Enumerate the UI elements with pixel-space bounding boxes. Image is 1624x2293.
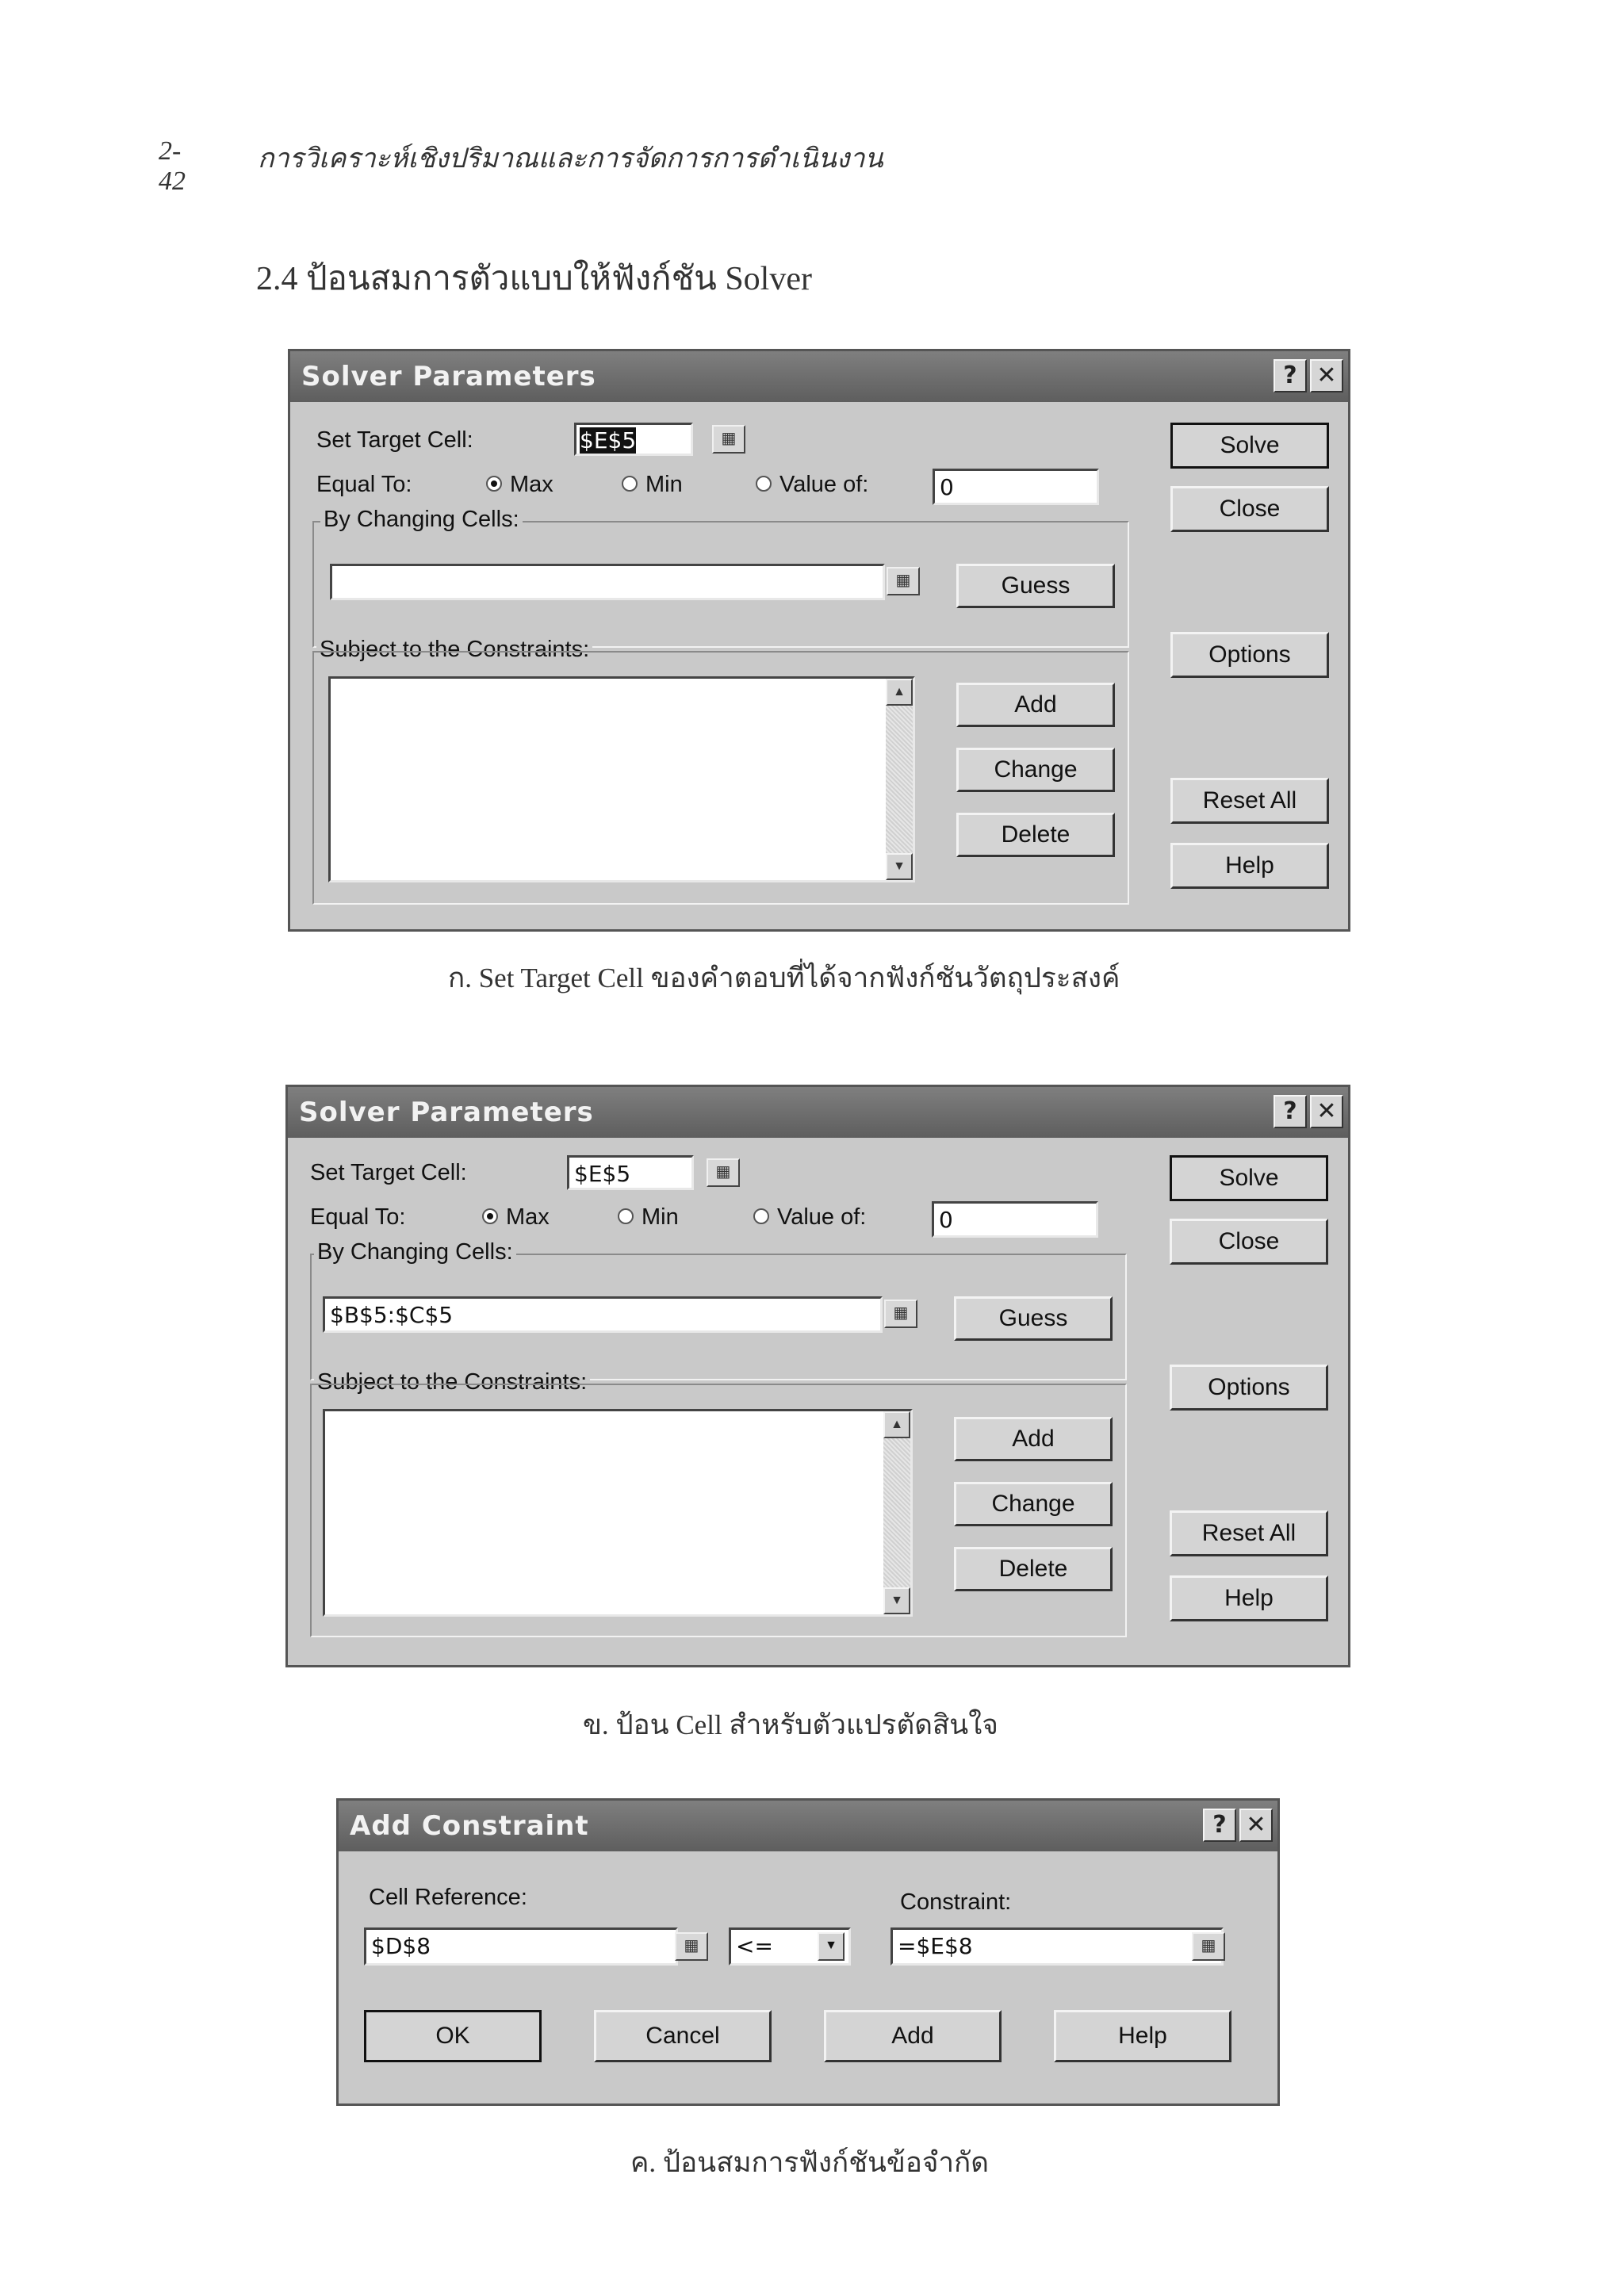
options-label: Options [1208, 1374, 1290, 1400]
cancel-label: Cancel [645, 2023, 720, 2049]
set-target-input[interactable] [574, 423, 693, 456]
dialog-title: Solver Parameters [299, 1097, 594, 1128]
titlebar [339, 1801, 1277, 1851]
constraints-label: Subject to the Constraints: [314, 1369, 590, 1395]
change-button[interactable] [956, 748, 1115, 792]
add-button[interactable] [954, 1417, 1113, 1461]
constraints-label: Subject to the Constraints: [316, 637, 592, 663]
add-label: Add [891, 2023, 934, 2049]
caption-c: ค. ป้อนสมการฟังก์ชันข้อจำกัด [630, 2147, 989, 2178]
equal-to-label: Equal To: [310, 1204, 406, 1230]
value-of-radio[interactable] [756, 476, 772, 492]
min-radio[interactable] [622, 476, 638, 492]
help-icon[interactable]: ? [1274, 1095, 1307, 1128]
solve-button[interactable] [1170, 423, 1329, 469]
ok-label: OK [435, 2023, 470, 2049]
scroll-down-icon[interactable]: ▼ [886, 853, 913, 880]
titlebar [290, 351, 1348, 402]
dialog-title: Solver Parameters [301, 361, 596, 392]
equal-to-label: Equal To: [316, 472, 412, 497]
scrollbar[interactable] [886, 679, 913, 880]
add-button[interactable] [956, 683, 1115, 727]
reset-all-label: Reset All [1202, 787, 1297, 813]
max-radio[interactable] [482, 1208, 498, 1224]
set-target-label: Set Target Cell: [310, 1160, 467, 1185]
solve-label: Solve [1219, 1165, 1279, 1191]
value-of-input[interactable]: 0 [932, 1201, 1098, 1238]
value-of-label: Value of: [779, 472, 869, 497]
solver-parameters-dialog-a [288, 349, 1350, 932]
cell-reference-input[interactable]: $D$8 [364, 1927, 678, 1966]
add-label: Add [1014, 691, 1057, 718]
scrollbar[interactable] [883, 1411, 910, 1614]
constraints-listbox[interactable] [328, 676, 915, 882]
change-button[interactable] [954, 1482, 1113, 1526]
close-icon[interactable]: ✕ [1239, 1809, 1273, 1842]
constraint-ref-icon[interactable]: ▦ [1192, 1932, 1225, 1961]
cancel-button[interactable] [594, 2010, 772, 2062]
constraint-label: Constraint: [900, 1889, 1012, 1915]
change-label: Change [991, 1491, 1075, 1517]
cell-reference-label: Cell Reference: [369, 1885, 527, 1910]
by-changing-ref-icon[interactable]: ▦ [884, 1300, 917, 1328]
guess-label: Guess [998, 1305, 1068, 1331]
options-button[interactable] [1170, 1365, 1328, 1411]
close-icon[interactable]: ✕ [1310, 359, 1343, 392]
options-label: Options [1208, 641, 1291, 668]
change-label: Change [994, 756, 1078, 783]
caption-b: ข. ป้อน Cell สำหรับตัวแปรตัดสินใจ [583, 1709, 998, 1740]
by-changing-label: By Changing Cells: [314, 1239, 516, 1265]
dialog-title: Add Constraint [350, 1810, 589, 1842]
close-button[interactable] [1170, 1219, 1328, 1265]
constraints-listbox[interactable] [323, 1409, 913, 1617]
max-radio[interactable] [486, 476, 502, 492]
options-button[interactable] [1170, 632, 1329, 678]
ok-button[interactable] [364, 2010, 542, 2062]
delete-button[interactable] [954, 1547, 1113, 1591]
set-target-label: Set Target Cell: [316, 427, 473, 453]
by-changing-label: By Changing Cells: [320, 507, 523, 533]
help-button[interactable] [1054, 2010, 1231, 2062]
set-target-ref-icon[interactable]: ▦ [712, 425, 745, 454]
help-icon[interactable]: ? [1203, 1809, 1236, 1842]
close-icon[interactable]: ✕ [1310, 1095, 1343, 1128]
section-heading: 2.4 ป้อนสมการตัวแบบให้ฟังก์ชัน Solver [256, 261, 812, 297]
max-label: Max [510, 472, 553, 497]
min-radio[interactable] [618, 1208, 634, 1224]
add-constraint-dialog [336, 1798, 1280, 2106]
help-label: Help [1225, 852, 1274, 879]
delete-label: Delete [998, 1556, 1068, 1582]
solve-button[interactable] [1170, 1155, 1328, 1201]
help-button[interactable] [1170, 843, 1329, 889]
reset-all-button[interactable] [1170, 778, 1329, 824]
add-label: Add [1012, 1426, 1055, 1452]
operator-value: <= [736, 1933, 773, 1959]
set-target-input[interactable]: $E$5 [567, 1155, 694, 1190]
caption-a: ก. Set Target Cell ของคำตอบที่ได้จากฟังก์ชันวัตถุประสงค์ [448, 963, 1120, 993]
close-label: Close [1219, 496, 1281, 522]
reset-all-button[interactable] [1170, 1510, 1328, 1556]
value-of-radio[interactable] [753, 1208, 769, 1224]
titlebar [288, 1087, 1348, 1138]
guess-button[interactable] [956, 564, 1115, 608]
close-label: Close [1218, 1228, 1280, 1254]
guess-button[interactable] [954, 1296, 1113, 1341]
min-label: Min [645, 472, 683, 497]
chevron-down-icon[interactable]: ▼ [818, 1932, 845, 1961]
max-label: Max [506, 1204, 550, 1230]
solve-label: Solve [1220, 432, 1280, 458]
help-label: Help [1118, 2023, 1167, 2049]
scroll-up-icon[interactable]: ▲ [886, 679, 913, 706]
page-number: 2-42 [159, 136, 186, 196]
close-button[interactable] [1170, 486, 1329, 532]
by-changing-input[interactable]: $B$5:$C$5 [323, 1296, 883, 1333]
min-label: Min [642, 1204, 679, 1230]
reset-all-label: Reset All [1201, 1520, 1297, 1546]
value-of-label: Value of: [777, 1204, 867, 1230]
help-button[interactable] [1170, 1575, 1328, 1621]
add-button[interactable] [824, 2010, 1002, 2062]
scroll-up-icon[interactable]: ▲ [883, 1411, 910, 1438]
help-icon[interactable]: ? [1274, 359, 1307, 392]
help-label: Help [1224, 1585, 1274, 1611]
delete-label: Delete [1001, 821, 1071, 848]
set-target-value: $E$5 [580, 427, 637, 454]
by-changing-input[interactable] [330, 564, 885, 600]
scroll-down-icon[interactable]: ▼ [883, 1587, 910, 1614]
value-of-input[interactable]: 0 [933, 469, 1099, 505]
constraint-input[interactable]: =$E$8 [891, 1927, 1224, 1966]
guess-label: Guess [1001, 572, 1071, 599]
cell-reference-ref-icon[interactable]: ▦ [675, 1932, 708, 1961]
delete-button[interactable] [956, 813, 1115, 857]
by-changing-ref-icon[interactable]: ▦ [887, 567, 920, 595]
running-title: การวิเคราะห์เชิงปริมาณและการจัดการการดำเนินงาน [258, 144, 883, 174]
set-target-ref-icon[interactable]: ▦ [707, 1158, 740, 1187]
solver-parameters-dialog-b [285, 1085, 1350, 1667]
